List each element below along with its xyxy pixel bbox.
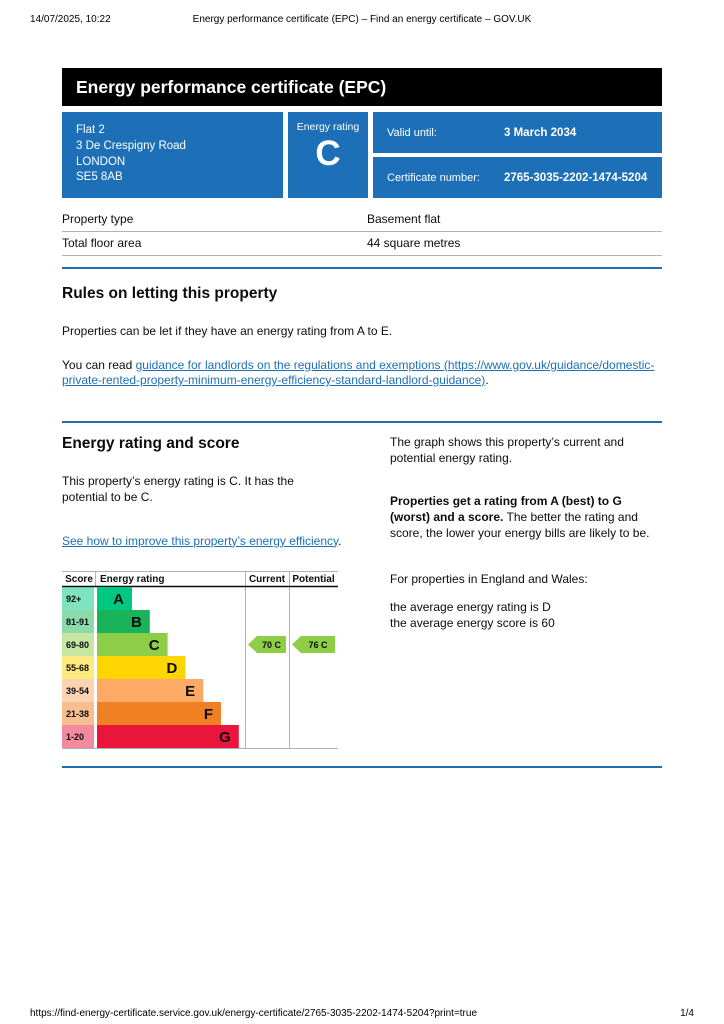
rules-section [62, 285, 662, 388]
svg-text:E: E [185, 683, 196, 701]
property-facts-table [62, 207, 662, 256]
svg-text:F: F [203, 706, 213, 724]
svg-text:70 C: 70 C [261, 640, 282, 651]
certificate-summary [62, 112, 662, 198]
svg-text:A: A [113, 591, 124, 609]
average-score-line: the average energy score is 60 [390, 616, 555, 631]
section-divider [62, 421, 662, 423]
valid-until-value: 3 March 2034 [504, 126, 577, 139]
svg-text:92+: 92+ [66, 594, 82, 605]
certificate-banner [62, 68, 662, 106]
svg-text:Energy rating: Energy rating [100, 574, 165, 586]
table-row [62, 232, 662, 256]
rating-explanation-rest: The better the rating and score, the lower your energy bills are likely to be. [390, 509, 650, 540]
print-url: https://find-energy-certificate.service.gov.uk/energy-certificate/2765-3035-2202-1474-5204?print=true [30, 1008, 478, 1019]
rules-guidance-paragraph [62, 358, 662, 389]
rules-heading: Rules on letting this property [62, 285, 278, 302]
address-line-1: Flat 2 [76, 124, 105, 136]
landlord-guidance-link[interactable]: guidance for landlords on the regulations and exemptions (https://www.gov.uk/guidance/domestic-private-rented-property-minimum-energy-efficiency-standard-landlord-guidance) [62, 357, 655, 387]
svg-text:55-68: 55-68 [66, 663, 90, 674]
svg-text:Score: Score [65, 574, 93, 586]
print-page-title: Energy performance certificate (EPC) – Find an energy certificate – GOV.UK [192, 14, 532, 25]
property-type-label: Property type [62, 208, 367, 232]
address-line-2: 3 De Crespigny Road [76, 139, 186, 152]
guidance-suffix: . [485, 372, 489, 387]
section-divider [62, 766, 662, 768]
improve-suffix: . [338, 533, 342, 548]
certificate-number-value: 2765-3035-2202-1474-5204 [504, 171, 648, 184]
rules-paragraph: Properties can be let if they have an energy rating from A to E. [62, 324, 393, 338]
floor-area-label: Total floor area [62, 232, 367, 256]
average-values [390, 600, 662, 632]
rating-score-heading: Energy rating and score [62, 435, 240, 453]
rating-score-section [62, 435, 662, 754]
rating-score-right-column [390, 435, 662, 754]
svg-text:39-54: 39-54 [66, 686, 90, 697]
print-header [30, 14, 694, 25]
svg-text:21-38: 21-38 [66, 709, 90, 720]
svg-text:Current: Current [248, 574, 286, 586]
svg-text:D: D [166, 660, 178, 678]
table-row [62, 208, 662, 232]
average-rating-line: the average energy rating is D [390, 600, 551, 615]
energy-rating-value: C [315, 134, 341, 173]
england-wales-intro: For properties in England and Wales: [390, 572, 588, 587]
svg-text:76 C: 76 C [308, 640, 328, 651]
energy-rating-label: Energy rating [296, 121, 360, 133]
svg-text:Potential: Potential [292, 574, 335, 586]
certificate-meta [373, 112, 662, 198]
rating-explanation [390, 494, 662, 541]
print-date: 14/07/2025, 10:22 [30, 14, 111, 25]
section-divider [62, 267, 662, 269]
rating-score-left-column [62, 435, 342, 754]
energy-rating-box [288, 112, 368, 198]
address-line-4: SE5 8AB [76, 171, 123, 184]
print-page-number: 1/4 [680, 1008, 694, 1019]
property-type-value: Basement flat [367, 208, 662, 232]
improve-paragraph [62, 534, 342, 550]
guidance-prefix: You can read [62, 357, 136, 372]
graph-description: The graph shows this property’s current and potential energy rating. [390, 435, 624, 466]
svg-text:G: G [219, 729, 231, 747]
svg-text:81-91: 81-91 [66, 617, 90, 628]
floor-area-value: 44 square metres [367, 232, 662, 256]
certificate-title: Energy performance certificate (EPC) [76, 76, 387, 97]
svg-text:1-20: 1-20 [66, 732, 85, 743]
certificate-number-box [373, 157, 662, 198]
svg-text:C: C [148, 637, 160, 655]
valid-until-box [373, 112, 662, 153]
svg-text:B: B [130, 614, 142, 632]
epc-rating-chart [62, 571, 338, 749]
rating-explanation-bold: Properties get a rating from A (best) to G (worst) and a score. [390, 493, 622, 524]
rating-summary-paragraph: This property’s energy rating is C. It has the potential to be C. [62, 474, 294, 504]
improve-efficiency-link[interactable]: See how to improve this property’s energy efficiency [62, 533, 339, 548]
certificate-number-label: Certificate number: [387, 171, 480, 184]
svg-text:69-80: 69-80 [66, 640, 90, 651]
property-address [62, 112, 283, 198]
epc-chart-container [62, 571, 342, 754]
address-line-3: LONDON [76, 155, 126, 168]
valid-until-label: Valid until: [387, 126, 437, 139]
